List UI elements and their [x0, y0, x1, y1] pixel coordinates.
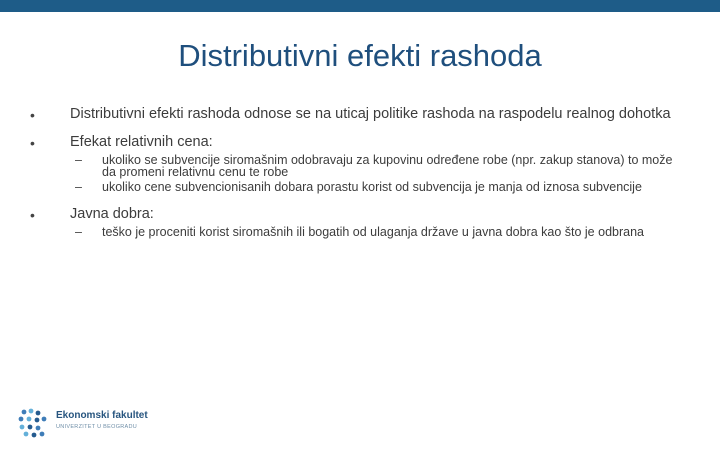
faculty-logo: [16, 406, 166, 440]
sub-text: teško je proceniti korist siromašnih ili bogatih od ulaganja države u javna dobra kao što je odbrana: [102, 225, 644, 239]
sub-list: [30, 226, 680, 238]
bullet-row: [30, 108, 680, 121]
logo-dot: [32, 433, 37, 438]
faculty-logo-icon: [16, 406, 50, 440]
logo-dot: [40, 432, 45, 437]
bullet-row: [30, 136, 680, 149]
logo-dot: [22, 410, 27, 415]
sub-text: ukoliko cene subvencionisanih dobara porastu korist od subvencija je manja od iznosa subvencije: [102, 180, 642, 194]
sub-marker: –: [75, 153, 82, 167]
logo-dot: [28, 425, 33, 430]
logo-dot: [24, 432, 29, 437]
sub-item: [75, 154, 680, 178]
logo-dot: [42, 417, 47, 422]
faculty-logo-subtitle: UNIVERZITET U BEOGRADU: [56, 424, 138, 430]
logo-dot: [20, 425, 25, 430]
sub-text: ukoliko se subvencije siromašnim odobravaju za kupovinu određene robe (npr. zakup stanova) to može da promeni relativnu cenu te robe: [102, 153, 673, 179]
bullet-text: Javna dobra:: [70, 206, 154, 222]
top-accent-bar: [0, 0, 720, 12]
bullet-row: [30, 208, 680, 221]
bullet-marker: •: [30, 107, 35, 123]
bullet-text: Efekat relativnih cena:: [70, 134, 213, 150]
sub-marker: –: [75, 180, 82, 194]
bullet-item: [30, 136, 680, 193]
bullet-marker: •: [30, 135, 35, 151]
sub-item: [75, 181, 680, 193]
logo-dot: [29, 409, 34, 414]
logo-dot: [27, 417, 32, 422]
slide-title: Distributivni efekti rashoda: [178, 38, 542, 73]
logo-dot: [36, 426, 41, 431]
slide-content: [30, 108, 680, 253]
bullet-marker: •: [30, 207, 35, 223]
bullet-text: Distributivni efekti rashoda odnose se na uticaj politike rashoda na raspodelu realnog dohotka: [70, 106, 671, 122]
sub-marker: –: [75, 225, 82, 239]
sub-item: [75, 226, 680, 238]
faculty-logo-title: Ekonomski fakultet: [56, 410, 148, 421]
logo-dot: [35, 418, 40, 423]
bullet-item: [30, 208, 680, 238]
sub-list: [30, 154, 680, 193]
bullet-item: [30, 108, 680, 121]
logo-dot: [19, 417, 24, 422]
logo-dot: [36, 411, 41, 416]
